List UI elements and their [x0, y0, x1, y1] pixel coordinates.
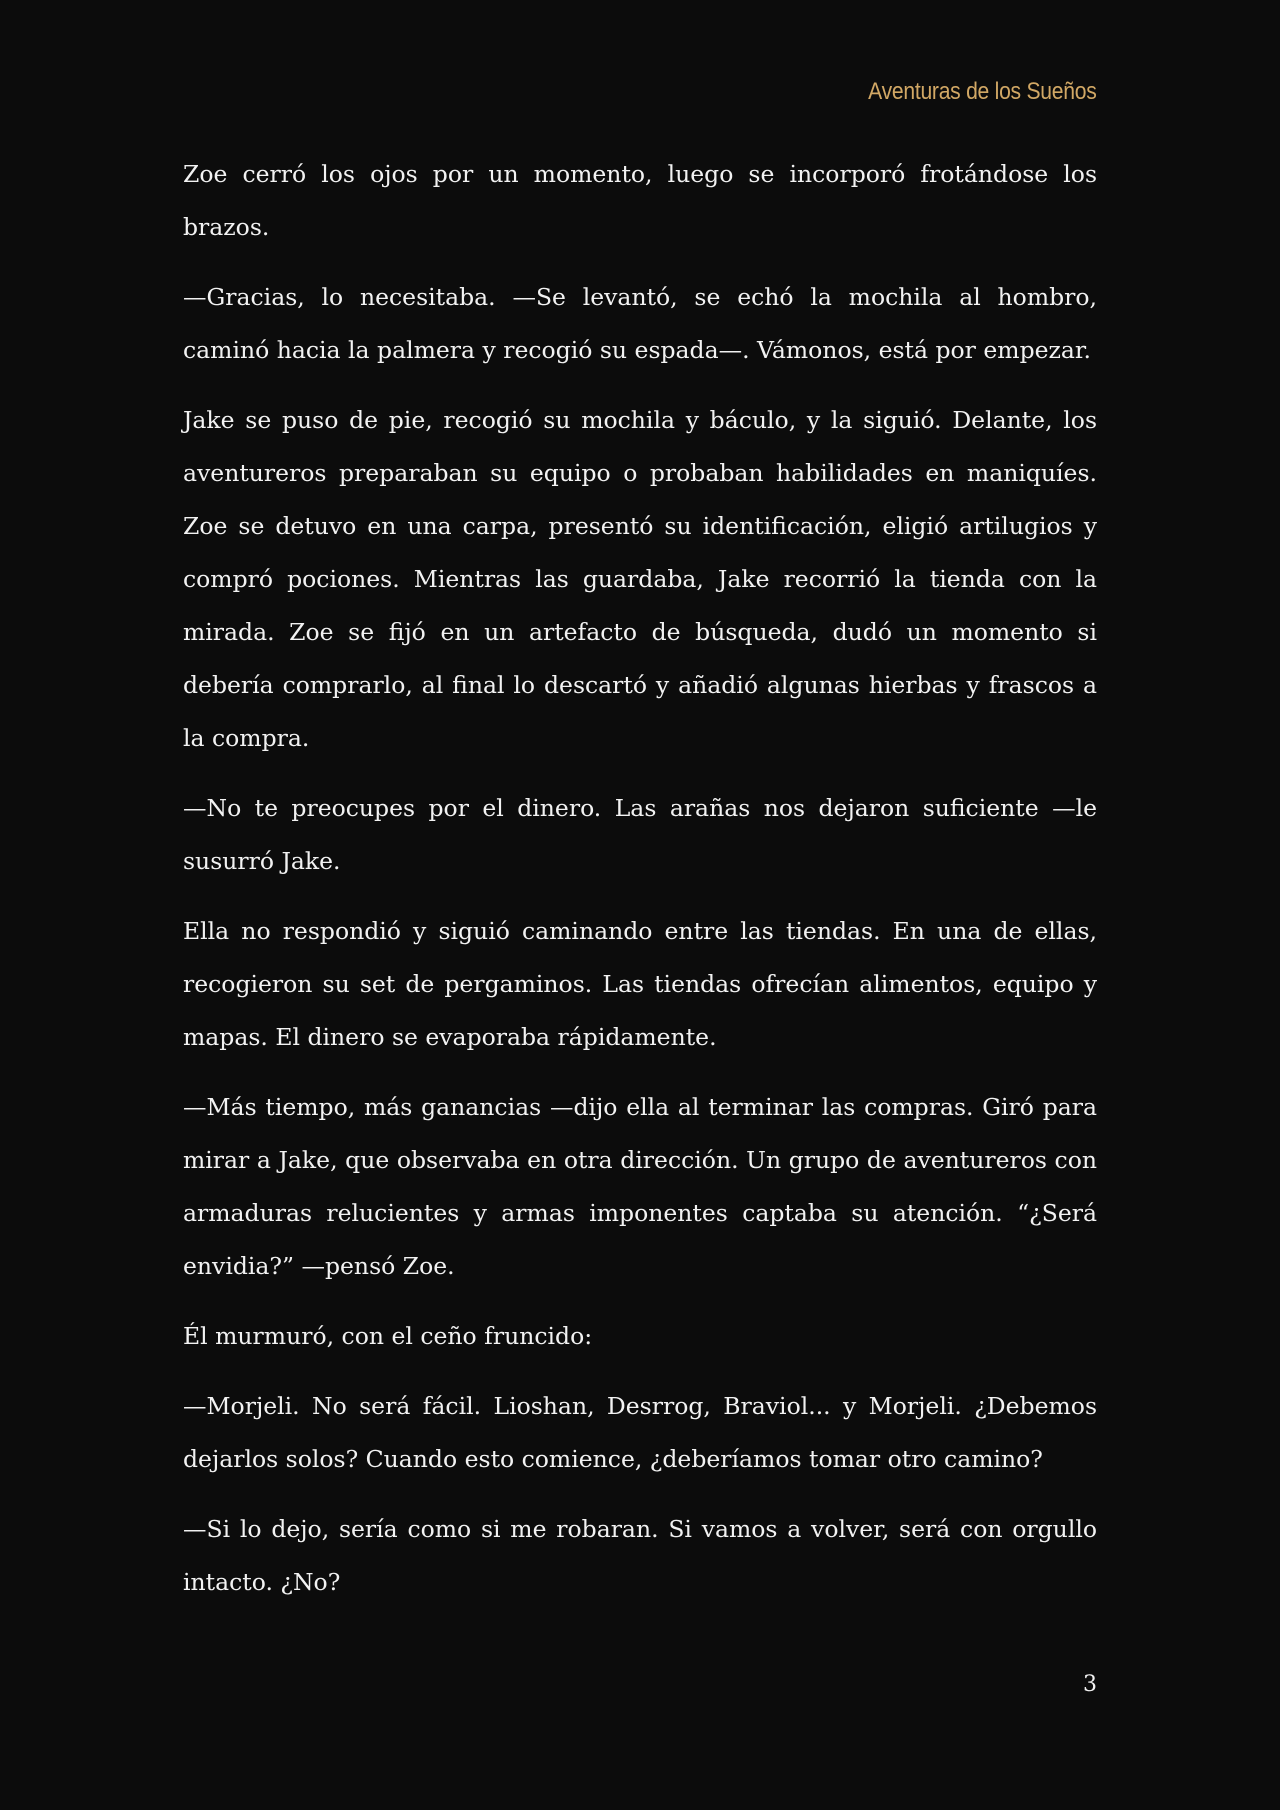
page-body [183, 148, 1097, 1626]
paragraph: Zoe cerró los ojos por un momento, luego se incorporó frotándose los brazos. [183, 160, 1097, 241]
paragraph: Él murmuró, con el ceño fruncido: [183, 1322, 593, 1350]
paragraph: —Gracias, lo necesitaba. —Se levantó, se echó la mochila al hombro, caminó hacia la palmera y recogió su espada—. Vámonos, está por empezar. [183, 283, 1097, 364]
paragraph: Ella no respondió y siguió caminando entre las tiendas. En una de ellas, recogieron su set de pergaminos. Las tiendas ofrecían alimentos, equipo y mapas. El dinero se evaporaba rápidamente. [183, 917, 1097, 1051]
running-header-title: Aventuras de los Sueños [868, 78, 1097, 105]
page-number: 3 [1083, 1672, 1097, 1697]
paragraph: —Si lo dejo, sería como si me robaran. Si vamos a volver, será con orgullo intacto. ¿No? [183, 1515, 1097, 1596]
paragraph: Jake se puso de pie, recogió su mochila y báculo, y la siguió. Delante, los aventureros preparaban su equipo o probaban habilidades en maniquíes. Zoe se detuvo en una carpa, presentó su identificación, eligió artilugios y compró pociones. Mientras las guardaba, Jake recorrió la tienda con la mirada. Zoe se fijó en un artefacto de búsqueda, dudó un momento si debería comprarlo, al final lo descartó y añadió algunas hierbas y frascos a la compra. [183, 406, 1097, 752]
paragraph: —Morjeli. No será fácil. Lioshan, Desrrog, Braviol... y Morjeli. ¿Debemos dejarlos solos? Cuando esto comience, ¿deberíamos tomar otro camino? [183, 1392, 1097, 1473]
paragraph: —Más tiempo, más ganancias —dijo ella al terminar las compras. Giró para mirar a Jake, que observaba en otra dirección. Un grupo de aventureros con armaduras relucientes y armas imponentes captaba su atención. “¿Será envidia?” —pensó Zoe. [183, 1093, 1097, 1280]
paragraph: —No te preocupes por el dinero. Las arañas nos dejaron suficiente —le susurró Jake. [183, 794, 1097, 875]
